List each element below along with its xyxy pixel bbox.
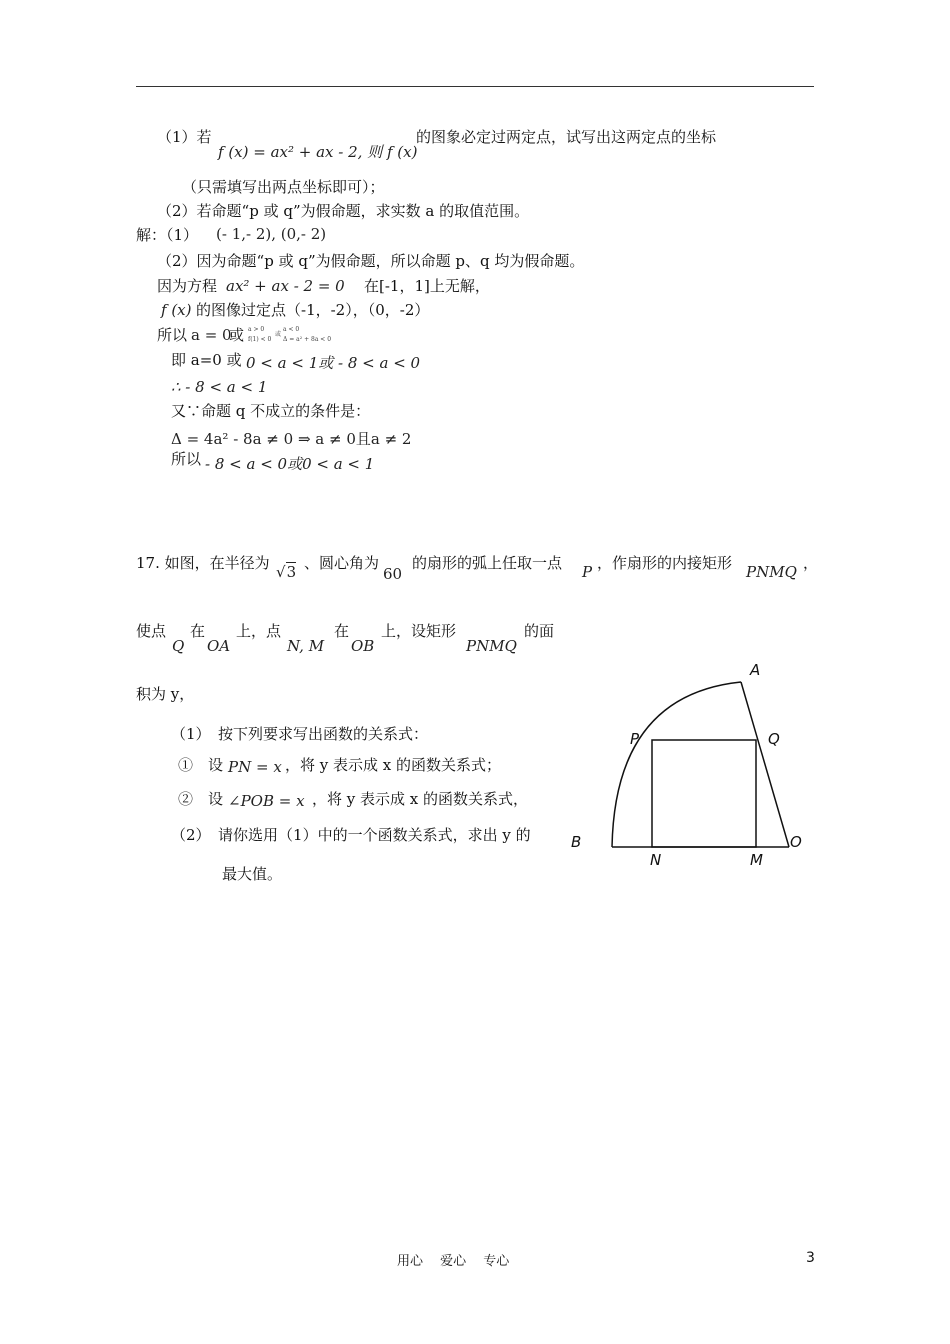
p1-suffix: 的图象必定过两定点，试写出这两定点的坐标	[416, 128, 717, 146]
line5-tiny-a2: a < 0	[283, 326, 300, 333]
q17-c: 的扇形的弧上任取一点	[412, 554, 563, 572]
label-P: P	[630, 730, 640, 748]
s1a-pre: ① 设	[178, 756, 224, 774]
s1a-post: ，将 y 表示成 x 的函数关系式；	[285, 756, 502, 774]
q17-d: ，作扇形的内接矩形	[597, 554, 733, 572]
p2: （2）若命题“p 或 q”为假命题，求实数 a 的取值范围。	[157, 202, 530, 220]
s1: （1） 按下列要求写出函数的关系式：	[171, 725, 429, 743]
rectangle-PNMQ	[652, 740, 756, 847]
footer-text: 用心 爱心 专心	[397, 1254, 510, 1269]
label-A: A	[750, 661, 761, 679]
l2-d: 在	[334, 622, 350, 640]
s1b-pre: ② 设	[178, 790, 224, 808]
line5-or: 或	[229, 326, 245, 344]
line8: 又∵命题 q 不成立的条件是：	[171, 402, 371, 420]
label-B: B	[571, 833, 582, 851]
q17-P: P	[582, 563, 593, 581]
l2-b: 在	[190, 622, 206, 640]
radius-OA	[741, 682, 789, 847]
line10-pre: 所以	[171, 450, 202, 468]
solution-part2: （2）因为命题“p 或 q”为假命题，所以命题 p、q 均为假命题。	[157, 252, 585, 270]
line6-math: 0 < a < 1或 - 8 < a < 0	[246, 354, 421, 372]
line5-tiny-f: f(1) < 0	[248, 336, 272, 343]
l2-NM: N, M	[287, 637, 325, 655]
q17-PNMQ: PNMQ	[746, 563, 797, 581]
line9-math: Δ = 4a² - 8a ≠ 0 ⇒ a ≠ 0且a ≠ 2	[171, 430, 412, 448]
s2: （2） 请你选用（1）中的一个函数关系式，求出 y 的	[171, 826, 531, 844]
line3-pre: 因为方程	[157, 277, 218, 295]
q17-e: ，	[803, 554, 819, 572]
l2-OB: OB	[351, 637, 375, 655]
l2-PNMQ: PNMQ	[466, 637, 517, 655]
sector-figure	[560, 655, 820, 875]
label-N: N	[650, 851, 662, 869]
line3-math: ax² + ax - 2 = 0	[226, 277, 345, 295]
q17-a: 17. 如图，在半径为	[136, 554, 270, 572]
l2-e: 上，设矩形	[381, 622, 457, 640]
l3: 积为 y，	[136, 685, 195, 703]
p1-prefix: （1）若	[157, 128, 212, 146]
solution-points: (- 1,- 2), (0,- 2)	[216, 225, 327, 243]
s1a-math: PN = x	[228, 758, 282, 776]
l2-OA: OA	[207, 637, 231, 655]
sector-arc	[612, 682, 741, 847]
s1b-post: ，将 y 表示成 x 的函数关系式，	[312, 790, 529, 808]
s1b-math: ∠POB = x	[228, 792, 305, 810]
line5-tiny-a: a > 0	[248, 326, 265, 333]
line5-tiny-or: 或	[275, 331, 282, 338]
label-Q: Q	[768, 730, 780, 748]
p1-note: （只需填写出两点坐标即可）；	[182, 178, 385, 196]
page-number: 3	[806, 1250, 815, 1266]
l2-Q: Q	[172, 637, 185, 655]
line4-text: 的图像过定点（-1，-2），（0，-2）	[196, 301, 430, 319]
l2-c: 上，点	[236, 622, 282, 640]
s2b: 最大值。	[222, 865, 283, 883]
q17-sqrt-wrap: √3	[276, 563, 297, 581]
label-M: M	[750, 851, 763, 869]
line6-pre: 即 a=0 或	[171, 351, 242, 369]
line5-tiny-delta: Δ = a² + 8a < 0	[283, 336, 332, 343]
line5-pre: 所以	[157, 326, 188, 344]
q17-sqrt: 3	[286, 563, 297, 581]
line10-math: - 8 < a < 0或0 < a < 1	[205, 455, 375, 473]
l2-a: 使点	[136, 622, 167, 640]
line3-post: 在[-1，1]上无解，	[364, 277, 490, 295]
p1-math: f (x) = ax² + ax - 2, 则 f (x)	[218, 143, 418, 161]
solution-label: 解：（1）	[136, 226, 199, 244]
q17-60: 60	[383, 565, 403, 583]
l2-f: 的面	[524, 622, 555, 640]
line7-math: ∴ - 8 < a < 1	[171, 378, 268, 396]
line4-math: f (x)	[161, 301, 192, 319]
line5-math: a = 0	[191, 326, 232, 344]
label-O: O	[790, 833, 802, 851]
header-rule	[136, 86, 814, 87]
q17-b: 、圆心角为	[304, 554, 380, 572]
